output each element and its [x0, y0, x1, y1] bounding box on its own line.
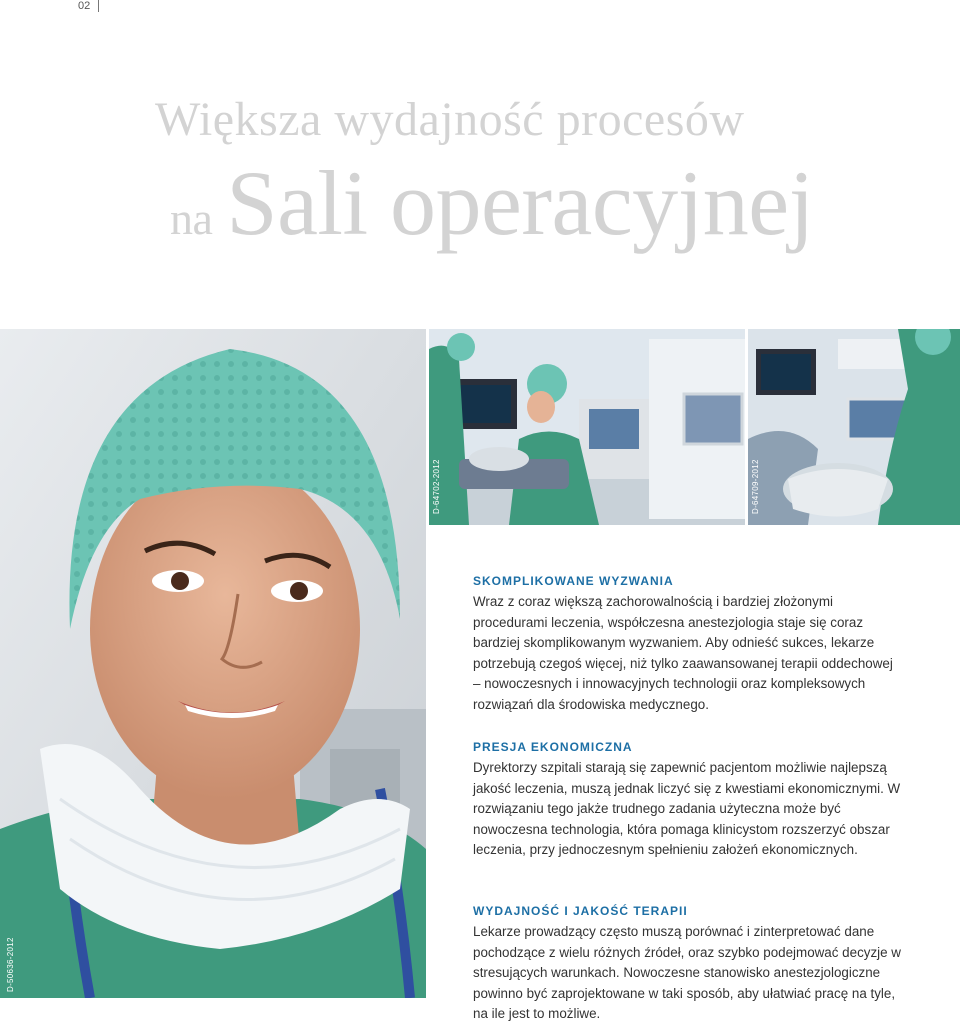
operating-room-illustration	[429, 329, 745, 525]
page-number	[78, 0, 99, 12]
section-efficiency-quality	[473, 903, 903, 1025]
section-body: Lekarze prowadzący często muszą porównać i zinterpretować dane pochodzące z wielu różnych źródeł, oraz szybko podejmować decyzje w stresujących warunkach. Nowoczesne stanowisko anestezjologiczne powinno być zaprojektowane w taki sposób, aby ułatwiać pracę na tyle, na ile jest to możliwe.	[473, 924, 901, 1021]
section-body: Wraz z coraz większą zachorowalnością i bardziej złożonymi procedurami leczenia, współczesna anestezjologia staje się coraz bardziej skomplikowanym wyzwaniem. Aby odnieść sukces, lekarze potrzebują czegoś więcej, niż tylko zaawansowanej terapii oddechowej – nowoczesnych i innowacyjnych technologii oraz kompleksowych rozwiązań dla środowiska medycznego.	[473, 594, 893, 712]
page-title-line1: Większa wydajność procesów	[155, 93, 745, 146]
anesthesia-workstation-illustration	[748, 329, 960, 525]
section-heading: SKOMPLIKOWANE WYZWANIA	[473, 574, 674, 588]
photo-code-middle: D-64702-2012	[432, 459, 441, 514]
section-body: Dyrektorzy szpitali starają się zapewnić pacjentom możliwie najlepszą jakość leczenia, muszą jednak liczyć się z kwestiami ekonomicznymi. W rozwiązaniu tego jakże trudnego zadania użyteczna może być nowoczesna technologia, która pomaga klinicystom rozszerzyć obszar leczenia, przy jednoczesnym spełnieniu założeń ekonomicznych.	[473, 760, 901, 857]
page-number-text: 02	[78, 0, 91, 12]
page-title-prefix: na	[170, 193, 213, 244]
page-title-main: Sali operacyjnej	[226, 152, 814, 254]
section-heading: WYDAJNOŚĆ I JAKOŚĆ TERAPII	[473, 904, 688, 918]
photo-code-main: D-50636-2012	[6, 937, 15, 992]
operating-room-photo	[429, 329, 745, 525]
section-economic-pressure	[473, 739, 903, 861]
photo-code-right: D-64709-2012	[751, 459, 760, 514]
section-complex-challenges	[473, 573, 903, 715]
surgeon-portrait-photo	[0, 329, 426, 998]
surgeon-portrait-illustration	[0, 329, 426, 998]
section-heading: PRESJA EKONOMICZNA	[473, 740, 633, 754]
anesthesia-workstation-photo	[748, 329, 960, 525]
page-number-divider	[98, 0, 99, 12]
page-title-line2	[170, 150, 814, 256]
